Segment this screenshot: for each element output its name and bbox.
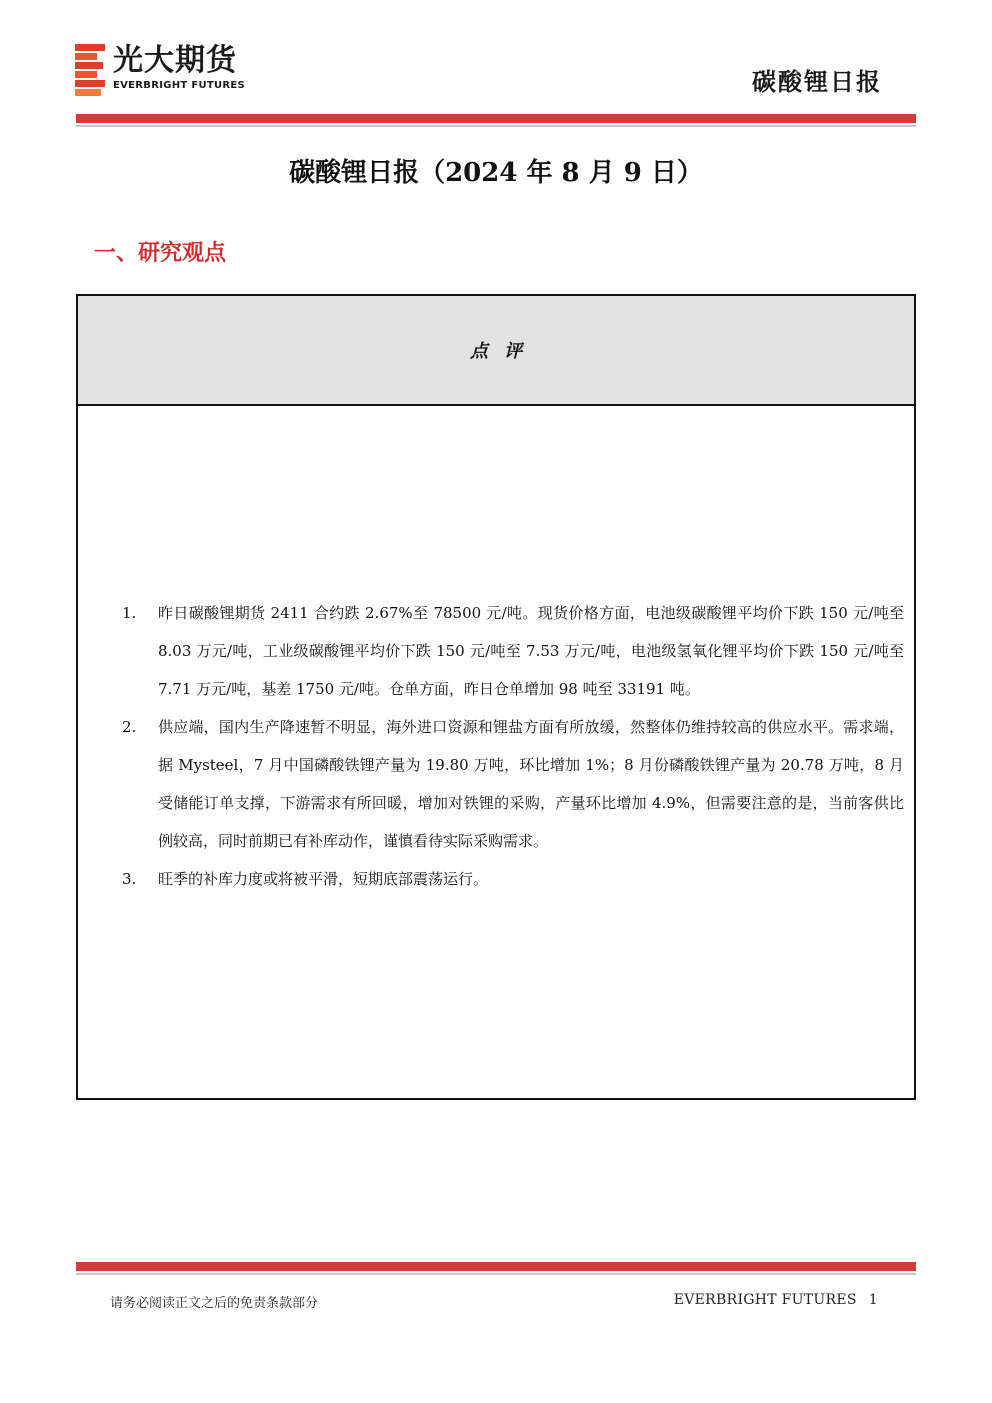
- item-number: 2.: [122, 718, 137, 736]
- logo-chinese-name: 光大期货: [113, 43, 237, 78]
- item-text: 昨日碳酸锂期货 2411 合约跌 2.67%至 78500 元/吨。现货价格方面，电池级碳酸锂平均价下跌 150 元/吨至 8.03 万元/吨，工业级碳酸锂平均价下跌 150 元/吨至 7.53 万元/吨，电池级氢氧化锂平均价下跌 150 元/吨至 7.71 万元/吨，基差 1750 元/吨。仓单方面，昨日仓单增加 98 吨至 33191 吨。: [158, 604, 904, 698]
- document-title: 碳酸锂日报（2024 年 8 月 9 日）: [289, 158, 703, 188]
- item-number: 1.: [122, 604, 137, 622]
- brand-logo: [75, 42, 285, 98]
- commentary-heading: 点评: [78, 296, 914, 406]
- item-text: 旺季的补库力度或将被平滑，短期底部震荡运行。: [158, 870, 489, 888]
- commentary-box: [76, 294, 916, 1100]
- footer-brand: [674, 1292, 878, 1308]
- item-number: 3.: [122, 870, 137, 888]
- item-text: 供应端，国内生产降速暂不明显，海外进口资源和锂盐方面有所放缓，然整体仍维持较高的供应水平。需求端，据 Mysteel，7 月中国磷酸铁锂产量为 19.80 万吨，环比增加 1%；8 月份磷酸铁锂产量为 20.78 万吨，8 月受储能订单支撑，下游需求有所回暖，增加对铁锂的采购，产量环比增加 4.9%，但需要注意的是，当前客供比例较高，同时前期已有补库动作，谨慎看待实际采购需求。: [158, 718, 904, 850]
- header-divider: [76, 114, 916, 127]
- list-item: [78, 594, 914, 708]
- footer-brand-name: EVERBRIGHT FUTURES: [673, 1292, 857, 1308]
- page-number: 1: [868, 1292, 878, 1308]
- list-item: [78, 708, 914, 860]
- disclaimer-note: 请务必阅读正文之后的免责条款部分: [110, 1296, 319, 1311]
- footer-divider: [76, 1262, 916, 1275]
- logo-english-name: EVERBRIGHT FUTURES: [113, 80, 246, 91]
- everbright-logo-icon: [75, 44, 105, 96]
- list-item: [78, 860, 914, 898]
- report-name: 碳酸锂日报: [752, 67, 882, 96]
- commentary-list: [78, 594, 914, 898]
- section-title: 一、研究观点: [94, 240, 227, 266]
